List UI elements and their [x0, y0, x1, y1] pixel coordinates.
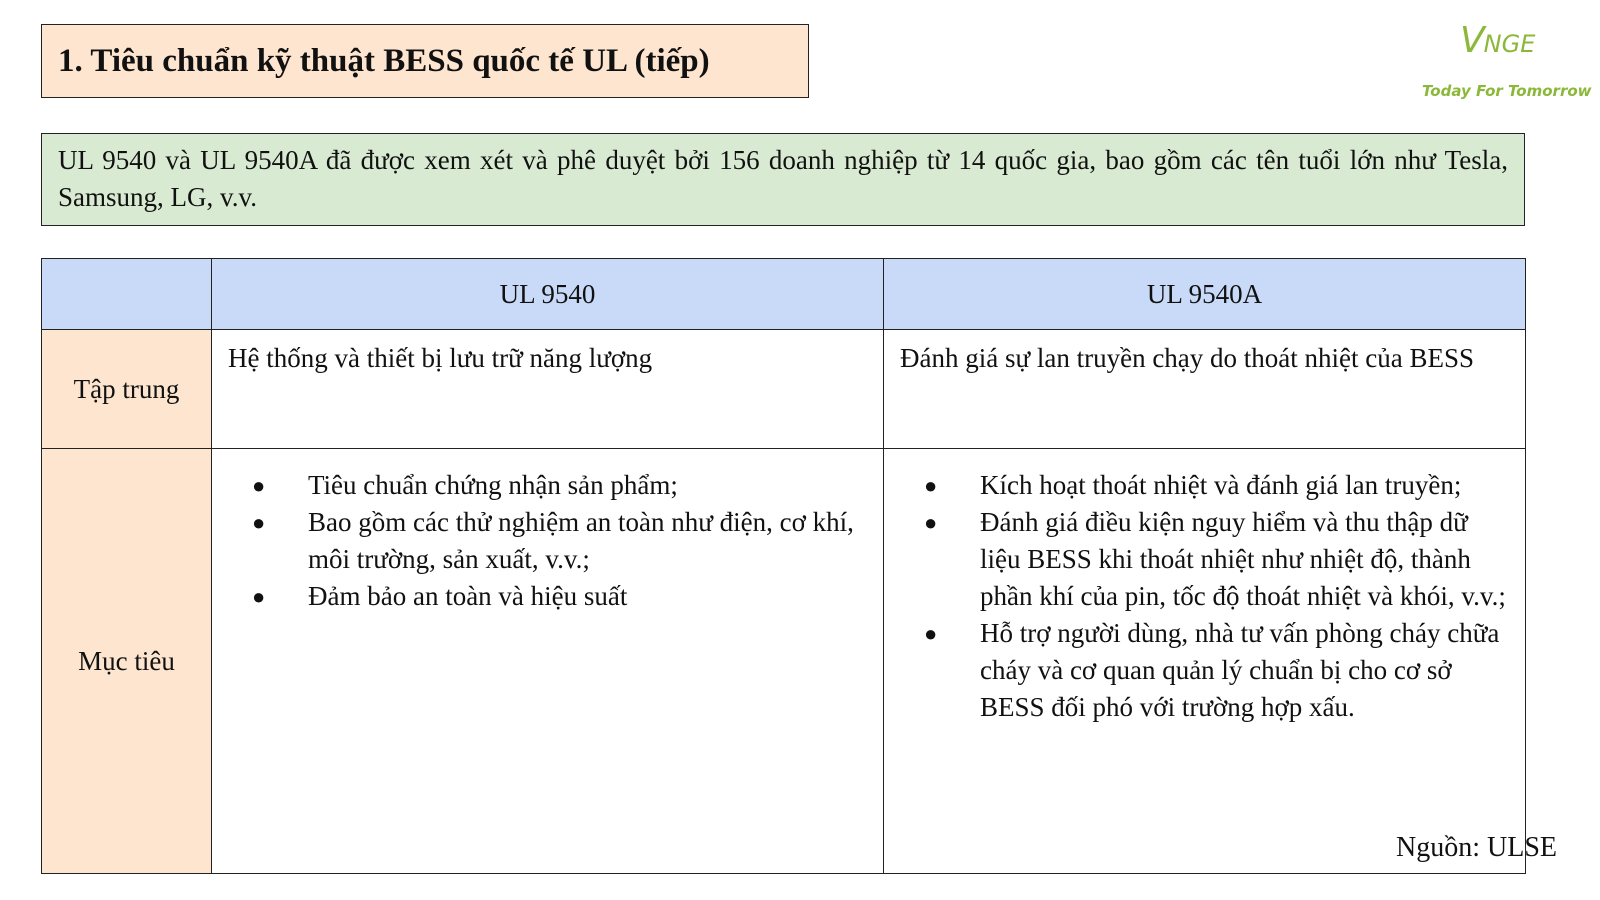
list-item [212, 467, 883, 504]
row-label-goals: Mục tiêu [42, 449, 212, 874]
table-row-focus [42, 330, 1526, 449]
list-item-text: Đảm bảo an toàn và hiệu suất [308, 581, 628, 611]
logo-mark [1460, 20, 1535, 61]
list-item-text: Kích hoạt thoát nhiệt và đánh giá lan truyền; [980, 470, 1462, 500]
list-item-text: Tiêu chuẩn chứng nhận sản phẩm; [308, 470, 678, 500]
intro-text: UL 9540 và UL 9540A đã được xem xét và phê duyệt bởi 156 doanh nghiệp từ 14 quốc gia, bao gồm các tên tuổi lớn như Tesla, Samsung, LG, v.v. [58, 145, 1508, 212]
list-item [884, 504, 1525, 615]
focus-ul9540: Hệ thống và thiết bị lưu trữ năng lượng [212, 330, 884, 449]
table-header-row [42, 259, 1526, 330]
slide-title: 1. Tiêu chuẩn kỹ thuật BESS quốc tế UL (tiếp) [58, 42, 710, 79]
bullet-icon: ● [924, 621, 938, 646]
goals-ul9540a-list [884, 467, 1525, 726]
vnge-logo [1410, 20, 1590, 110]
bullet-icon: ● [252, 473, 266, 498]
logo-slogan: Today For Tomorrow [1422, 82, 1592, 100]
list-item [884, 615, 1525, 726]
row-label-focus: Tập trung [42, 330, 212, 449]
list-item-text: Bao gồm các thử nghiệm an toàn như điện, cơ khí, môi trường, sản xuất, v.v.; [308, 507, 854, 574]
list-item [212, 504, 883, 578]
goals-ul9540a [884, 449, 1526, 874]
list-item-text: Hỗ trợ người dùng, nhà tư vấn phòng cháy chữa cháy và cơ quan quản lý chuẩn bị cho cơ sở BESS đối phó với trường hợp xấu. [980, 618, 1500, 722]
header-ul9540: UL 9540 [212, 259, 884, 330]
intro-box [41, 133, 1525, 226]
header-corner-cell [42, 259, 212, 330]
goals-ul9540-list [212, 467, 883, 615]
list-item-text: Đánh giá điều kiện nguy hiểm và thu thập dữ liệu BESS khi thoát nhiệt như nhiệt độ, thành phần khí của pin, tốc độ thoát nhiệt và khói, v.v.; [980, 507, 1506, 611]
goals-ul9540 [212, 449, 884, 874]
bullet-icon: ● [924, 510, 938, 535]
focus-ul9540a: Đánh giá sự lan truyền chạy do thoát nhiệt của BESS [884, 330, 1526, 449]
source-note: Nguồn: ULSE [1396, 832, 1557, 863]
list-item [212, 578, 883, 615]
table-row-goals [42, 449, 1526, 874]
header-ul9540a: UL 9540A [884, 259, 1526, 330]
bullet-icon: ● [924, 473, 938, 498]
list-item [884, 467, 1525, 504]
comparison-table [41, 258, 1526, 874]
bullet-icon: ● [252, 584, 266, 609]
logo-mark-rest: NGE [1483, 30, 1536, 58]
slide-title-box [41, 24, 809, 98]
logo-mark-v: V [1460, 20, 1484, 61]
bullet-icon: ● [252, 510, 266, 535]
